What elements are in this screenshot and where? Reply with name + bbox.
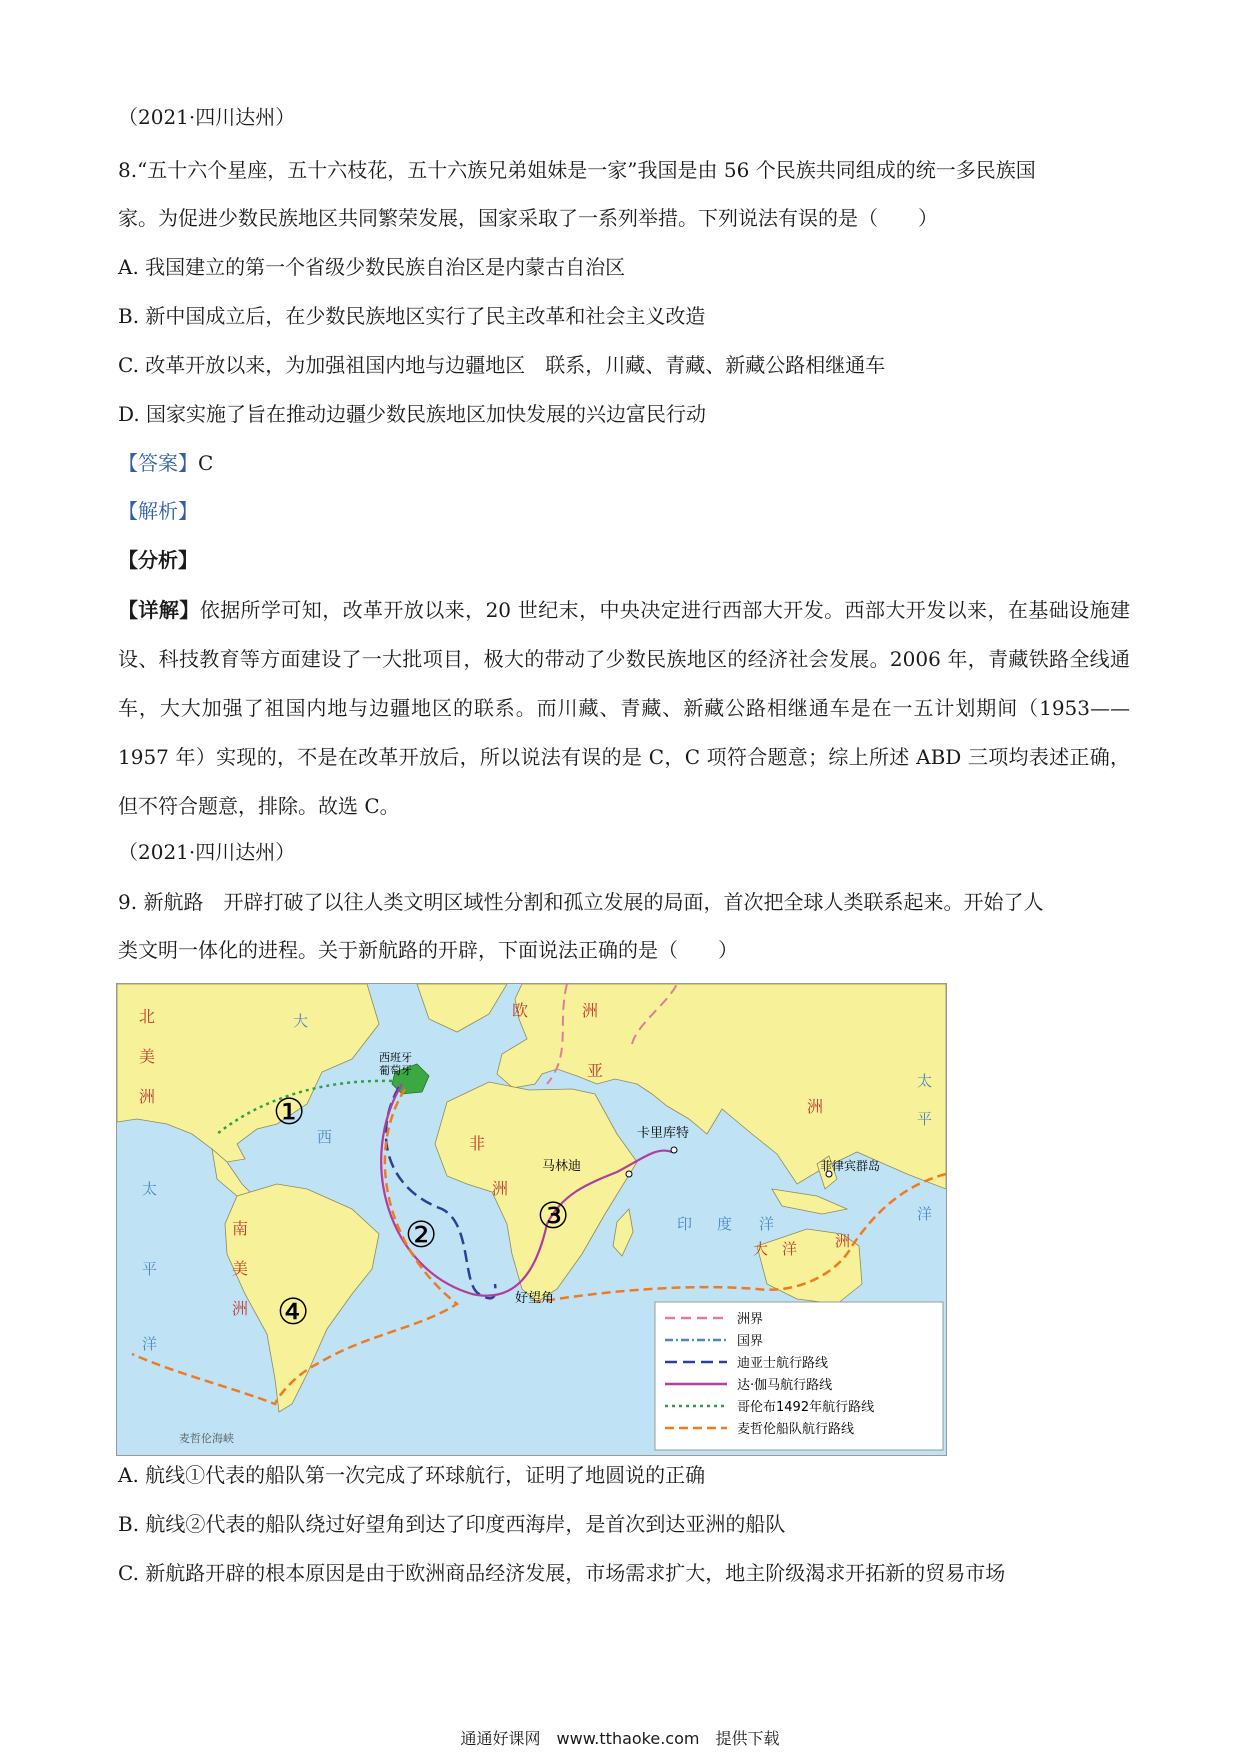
- spain-label: 西班牙: [379, 1051, 412, 1064]
- asia-char-2: 洲: [807, 1097, 824, 1116]
- oceania-char-1: 大: [753, 1240, 769, 1258]
- analysis-tag: 【解析】: [118, 499, 198, 523]
- route-3-number: ③: [537, 1196, 570, 1237]
- calicut-label: 卡里库特: [637, 1126, 690, 1141]
- portugal-label: 葡萄牙: [379, 1064, 412, 1077]
- pacific-e-char-2: 平: [917, 1110, 933, 1128]
- map-legend: [655, 1302, 943, 1450]
- oceania-char-3: 洲: [835, 1232, 851, 1250]
- legend-label: 洲界: [737, 1312, 764, 1327]
- pacific-w-char-1: 太: [142, 1180, 158, 1198]
- cape-label: 好望角: [515, 1291, 555, 1306]
- europe-char-1: 欧: [512, 1001, 529, 1020]
- q8-source: （2021·四川达州）: [118, 105, 296, 129]
- africa-char-1: 非: [469, 1134, 486, 1153]
- q8-stem-line1: 8.“五十六个星座，五十六枝花，五十六族兄弟姐妹是一家”我国是由 56 个民族共同组成的统一多民族国: [118, 158, 1036, 182]
- pacific-w-char-3: 洋: [142, 1335, 158, 1353]
- malindi-label: 马林迪: [542, 1159, 582, 1174]
- pacific-e-char-3: 洋: [917, 1205, 933, 1223]
- north-america-char-1: 北: [139, 1007, 156, 1026]
- philippines-label: 菲律宾群岛: [820, 1159, 881, 1173]
- q9-stem-line2: 类文明一体化的进程。关于新航路的开辟，下面说法正确的是（ ）: [118, 938, 738, 962]
- legend-label: 迪亚士航行路线: [737, 1356, 829, 1371]
- africa-char-2: 洲: [492, 1179, 509, 1198]
- detail-text: 依据所学可知，改革开放以来，20 世纪末，中央决定进行西部大开发。西部大开发以来，在基础设施建设、科技教育等方面建设了一大批项目，极大的带动了少数民族地区的经济社会发展。2006 年，青藏铁路全线通车，大大加强了祖国内地与边疆地区的联系。而川藏、青藏、新藏公路相继通车是在一五计划期间（1953——1957 年）实现的，不是在改革开放后，所以说法有误的是 C，C 项符合题意；综上所述 ABD 三项均表述正确，但不符合题意，排除。故选 C。: [118, 598, 1130, 818]
- q9-option-c: C. 新航路开辟的根本原因是由于欧洲商品经济发展，市场需求扩大，地主阶级渴求开拓新的贸易市场: [118, 1561, 1006, 1585]
- asia-char-1: 亚: [587, 1061, 604, 1080]
- detail-tag: 【详解】: [118, 598, 200, 622]
- south-america-char-2: 美: [232, 1259, 249, 1278]
- q9-option-a: A. 航线①代表的船队第一次完成了环球航行，证明了地圆说的正确: [118, 1463, 706, 1487]
- europe-char-2: 洲: [582, 1001, 599, 1020]
- pacific-e-char-1: 太: [917, 1072, 933, 1090]
- south-america-char-3: 洲: [232, 1299, 249, 1318]
- q8-detail: [118, 586, 1130, 831]
- q9-source: （2021·四川达州）: [118, 840, 296, 864]
- page-footer: 通通好课网 www.tthaoke.com 提供下载: [460, 1729, 780, 1748]
- legend-label: 国界: [737, 1334, 764, 1349]
- north-america-char-3: 洲: [139, 1087, 156, 1106]
- legend-label: 达·伽马航行路线: [737, 1378, 833, 1393]
- q8-option-a: A. 我国建立的第一个省级少数民族自治区是内蒙古自治区: [118, 255, 626, 279]
- map-svg: [117, 984, 946, 1455]
- atlantic-char-1: 大: [293, 1012, 309, 1030]
- q8-option-c: C. 改革开放以来，为加强祖国内地与边疆地区 联系，川藏、青藏、新藏公路相继通车: [118, 353, 886, 377]
- q8-option-b: B. 新中国成立后，在少数民族地区实行了民主改革和社会主义改造: [118, 304, 706, 328]
- answer-value: C: [198, 451, 214, 475]
- indian-char-1: 印: [677, 1215, 693, 1233]
- oceania-char-2: 洋: [782, 1240, 798, 1258]
- q8-option-d: D. 国家实施了旨在推动边疆少数民族地区加快发展的兴边富民行动: [118, 402, 707, 426]
- route-2-number: ②: [405, 1215, 438, 1256]
- route-1-number: ①: [273, 1092, 306, 1133]
- legend-label: 麦哲伦船队航行路线: [737, 1422, 855, 1437]
- answer-tag: 【答案】: [118, 451, 198, 475]
- q9-option-b: B. 航线②代表的船队绕过好望角到达了印度西海岸，是首次到达亚洲的船队: [118, 1512, 786, 1536]
- south-america-char-1: 南: [232, 1219, 249, 1238]
- north-america-char-2: 美: [139, 1047, 156, 1066]
- indian-char-2: 度: [717, 1215, 733, 1233]
- q8-answer: [118, 449, 213, 477]
- q9-stem-line1: 9. 新航路 开辟打破了以往人类文明区域性分割和孤立发展的局面，首次把全球人类联系起来。开始了人: [118, 890, 1044, 914]
- pacific-w-char-2: 平: [142, 1260, 158, 1278]
- legend-label: 哥伦布1492年航行路线: [737, 1400, 875, 1415]
- malindi-marker: [626, 1171, 632, 1177]
- magellan-strait-label: 麦哲伦海峡: [179, 1432, 234, 1445]
- q8-stem-line2: 家。为促进少数民族地区共同繁荣发展，国家采取了一系列举措。下列说法有误的是（ ）: [118, 206, 938, 230]
- indian-char-3: 洋: [759, 1215, 775, 1233]
- fenxi-tag: 【分析】: [118, 548, 198, 572]
- calicut-marker: [671, 1147, 677, 1153]
- atlantic-char-2: 西: [317, 1128, 333, 1146]
- route-4-number: ④: [277, 1292, 310, 1333]
- new-sea-routes-map: [116, 983, 947, 1456]
